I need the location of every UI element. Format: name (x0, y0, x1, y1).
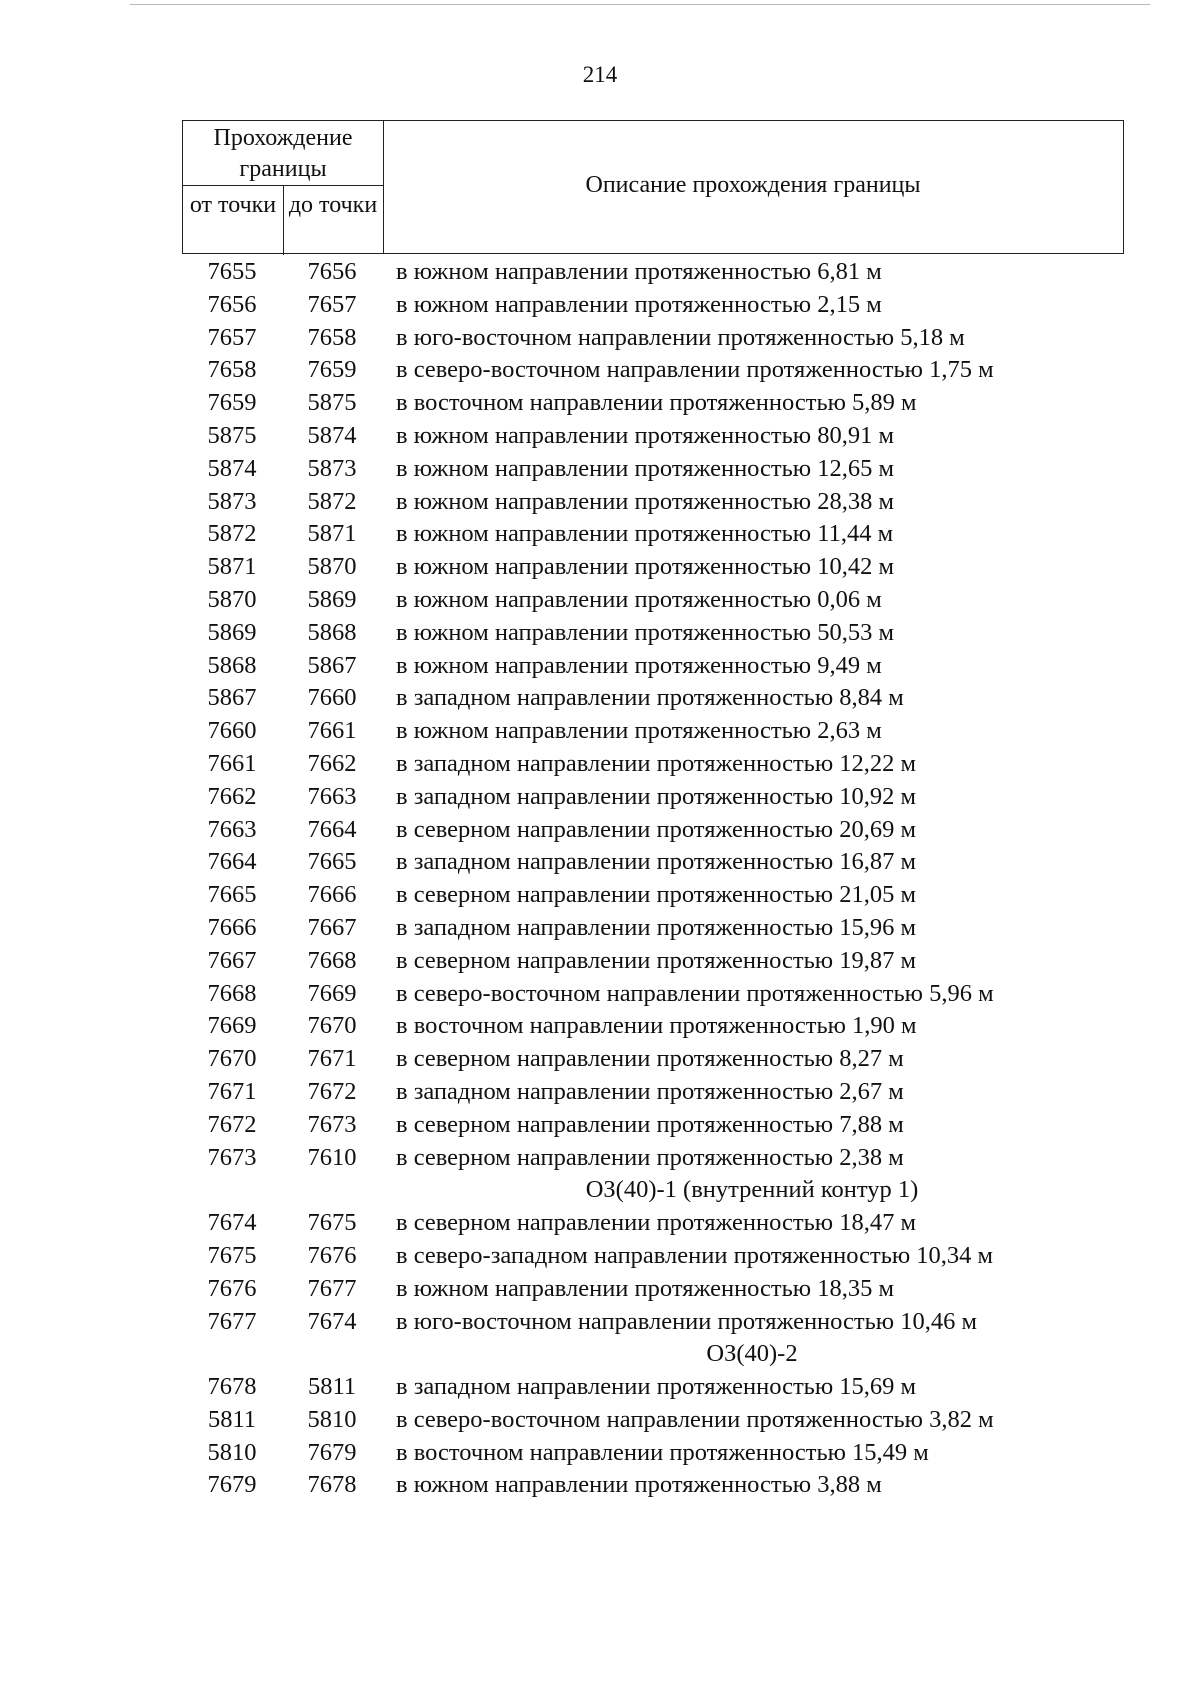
description-cell: в южном направлении протяженностью 2,15 м (396, 290, 882, 318)
description-cell: в северном направлении протяженностью 7,88 м (396, 1110, 904, 1138)
table-row (182, 1142, 1124, 1175)
from-point-cell: 7659 (207, 389, 257, 417)
description-cell: в южном направлении протяженностью 10,42 м (396, 553, 894, 581)
from-point-cell: 7668 (207, 979, 257, 1007)
table-row (182, 1404, 1124, 1437)
from-point-cell: 7665 (207, 881, 257, 909)
from-point-cell: 5867 (207, 684, 257, 712)
from-point-cell: 5872 (207, 520, 257, 548)
from-point-cell: 5870 (207, 585, 257, 613)
table-row (182, 453, 1124, 486)
description-cell: в северном направлении протяженностью 21,05 м (396, 881, 916, 909)
to-point-cell: 7665 (307, 848, 357, 876)
description-cell: в южном направлении протяженностью 28,38 м (396, 487, 894, 515)
from-point-cell: 7669 (207, 1012, 257, 1040)
table-row (182, 1469, 1124, 1502)
from-point-cell: 5869 (207, 618, 257, 646)
scan-top-edge-line (130, 4, 1150, 5)
from-point-cell: 7672 (207, 1110, 257, 1138)
from-point-cell: 5871 (207, 553, 257, 581)
from-point-cell: 7663 (207, 815, 257, 843)
description-cell: в южном направлении протяженностью 12,65 м (396, 454, 894, 482)
description-cell: в северном направлении протяженностью 19,87 м (396, 946, 916, 974)
table-row (182, 748, 1124, 781)
table-row (182, 289, 1124, 322)
table-row (182, 846, 1124, 879)
description-cell: в западном направлении протяженностью 10,92 м (396, 782, 917, 810)
to-point-cell: 5868 (307, 618, 357, 646)
table-row (182, 1109, 1124, 1142)
from-point-cell: 7658 (207, 356, 257, 384)
to-point-cell: 7662 (307, 749, 357, 777)
from-point-cell: 7657 (207, 323, 257, 351)
table-row (182, 322, 1124, 355)
to-point-cell: 5810 (307, 1405, 357, 1433)
table-row (182, 518, 1124, 551)
header-boundary-group: Прохождение границы (213, 125, 353, 182)
to-point-cell: 7674 (307, 1307, 357, 1335)
to-point-cell: 7668 (307, 946, 357, 974)
table-row (182, 781, 1124, 814)
from-point-cell: 5868 (207, 651, 257, 679)
description-cell: в северо-западном направлении протяженностью 10,34 м (396, 1241, 994, 1269)
from-point-cell: 7676 (207, 1274, 257, 1302)
from-point-cell: 7675 (207, 1241, 257, 1269)
to-point-cell: 5867 (307, 651, 357, 679)
description-cell: в западном направлении протяженностью 16,87 м (396, 848, 917, 876)
description-cell: в южном направлении протяженностью 11,44 м (396, 520, 894, 548)
description-cell: в западном направлении протяженностью 12,22 м (396, 749, 917, 777)
to-point-cell: 5872 (307, 487, 357, 515)
description-cell: в северо-восточном направлении протяженностью 1,75 м (396, 356, 994, 384)
to-point-cell: 5871 (307, 520, 357, 548)
header-to-point: до точки (288, 192, 378, 218)
description-cell: в южном направлении протяженностью 2,63 м (396, 717, 882, 745)
to-point-cell: 5869 (307, 585, 357, 613)
description-cell: в южном направлении протяженностью 6,81 м (396, 258, 882, 285)
description-cell: в юго-восточном направлении протяженностью 5,18 м (396, 323, 965, 351)
table-row (182, 1240, 1124, 1273)
to-point-cell: 7676 (307, 1241, 357, 1269)
to-point-cell: 7664 (307, 815, 357, 843)
table-row (182, 387, 1124, 420)
from-point-cell: 7656 (207, 290, 257, 318)
table-row (182, 1437, 1124, 1470)
table-row (182, 1207, 1124, 1240)
table-row (182, 1273, 1124, 1306)
from-point-cell: 5873 (207, 487, 257, 515)
description-cell: в южном направлении протяженностью 0,06 м (396, 585, 882, 613)
from-point-cell: 7670 (207, 1045, 257, 1073)
to-point-cell: 5811 (307, 1373, 357, 1401)
table-body (182, 256, 1124, 1502)
table-row (182, 1306, 1124, 1339)
header-from-point: от точки (189, 192, 277, 218)
description-cell: в южном направлении протяженностью 9,49 м (396, 651, 882, 679)
table-row (182, 715, 1124, 748)
section-title: ОЗ(40)-1 (внутренний контур 1) (585, 1176, 919, 1204)
description-cell: в западном направлении протяженностью 15,96 м (396, 913, 917, 941)
table-row (182, 486, 1124, 519)
table-row (182, 256, 1124, 289)
from-point-cell: 5874 (207, 454, 257, 482)
description-cell: в южном направлении протяженностью 18,35 м (396, 1274, 894, 1302)
to-point-cell: 7610 (307, 1143, 357, 1171)
table-row (182, 584, 1124, 617)
to-point-cell: 7659 (307, 356, 357, 384)
to-point-cell: 7673 (307, 1110, 357, 1138)
table-row (182, 650, 1124, 683)
from-point-cell: 5875 (207, 421, 257, 449)
description-cell: в южном направлении протяженностью 3,88 м (396, 1471, 882, 1499)
to-point-cell: 7661 (307, 717, 357, 745)
table-header (182, 120, 1124, 254)
to-point-cell: 7672 (307, 1077, 357, 1105)
description-cell: в южном направлении протяженностью 80,91 м (396, 421, 894, 449)
to-point-cell: 5874 (307, 421, 357, 449)
description-cell: в восточном направлении протяженностью 15,49 м (396, 1438, 929, 1466)
from-point-cell: 7671 (207, 1077, 257, 1105)
page-number: 214 (582, 62, 618, 87)
from-point-cell: 7662 (207, 782, 257, 810)
from-point-cell: 7679 (207, 1471, 257, 1499)
from-point-cell: 7660 (207, 717, 257, 745)
from-point-cell: 7674 (207, 1209, 257, 1237)
table-row (182, 978, 1124, 1011)
table-row (182, 1371, 1124, 1404)
to-point-cell: 7657 (307, 290, 357, 318)
from-point-cell: 7664 (207, 848, 257, 876)
table-row (182, 879, 1124, 912)
to-point-cell: 5875 (307, 389, 357, 417)
from-point-cell: 7678 (207, 1373, 257, 1401)
table-row (182, 1043, 1124, 1076)
from-point-cell: 5811 (207, 1405, 257, 1433)
description-cell: в северном направлении протяженностью 18,47 м (396, 1209, 916, 1237)
table-row (182, 617, 1124, 650)
to-point-cell: 7666 (307, 881, 357, 909)
from-point-cell: 7655 (207, 258, 257, 285)
to-point-cell: 7658 (307, 323, 357, 351)
to-point-cell: 5873 (307, 454, 357, 482)
to-point-cell: 7675 (307, 1209, 357, 1237)
to-point-cell: 7669 (307, 979, 357, 1007)
section-title: ОЗ(40)-2 (706, 1340, 798, 1368)
table-row (182, 551, 1124, 584)
description-cell: в южном направлении протяженностью 50,53 м (396, 618, 894, 646)
to-point-cell: 7679 (307, 1438, 357, 1466)
description-cell: в юго-восточном направлении протяженностью 10,46 м (396, 1307, 977, 1335)
section-title-row (182, 1338, 1124, 1371)
from-point-cell: 7677 (207, 1307, 257, 1335)
from-point-cell: 7673 (207, 1143, 257, 1171)
description-cell: в северном направлении протяженностью 20,69 м (396, 815, 916, 843)
to-point-cell: 7663 (307, 782, 357, 810)
to-point-cell: 7656 (307, 258, 357, 285)
to-point-cell: 7660 (307, 684, 357, 712)
header-description: Описание прохождения границы (585, 172, 921, 198)
section-title-row (182, 1174, 1124, 1207)
table-row (182, 945, 1124, 978)
description-cell: в восточном направлении протяженностью 1,90 м (396, 1012, 917, 1040)
description-cell: в восточном направлении протяженностью 5,89 м (396, 389, 917, 417)
to-point-cell: 7667 (307, 913, 357, 941)
table-row (182, 682, 1124, 715)
to-point-cell: 7677 (307, 1274, 357, 1302)
from-point-cell: 7666 (207, 913, 257, 941)
table-row (182, 814, 1124, 847)
table-row (182, 1076, 1124, 1109)
to-point-cell: 5870 (307, 553, 357, 581)
to-point-cell: 7671 (307, 1045, 357, 1073)
description-cell: в северо-восточном направлении протяженностью 5,96 м (396, 979, 994, 1007)
description-cell: в северо-восточном направлении протяженностью 3,82 м (396, 1405, 994, 1433)
table-row (182, 912, 1124, 945)
table-row (182, 420, 1124, 453)
to-point-cell: 7678 (307, 1471, 357, 1499)
description-cell: в западном направлении протяженностью 15,69 м (396, 1373, 917, 1401)
from-point-cell: 7661 (207, 749, 257, 777)
to-point-cell: 7670 (307, 1012, 357, 1040)
description-cell: в западном направлении протяженностью 2,67 м (396, 1077, 904, 1105)
table-row (182, 1010, 1124, 1043)
table-row (182, 354, 1124, 387)
from-point-cell: 5810 (207, 1438, 257, 1466)
description-cell: в северном направлении протяженностью 8,27 м (396, 1045, 904, 1073)
description-cell: в северном направлении протяженностью 2,38 м (396, 1143, 904, 1171)
description-cell: в западном направлении протяженностью 8,84 м (396, 684, 904, 712)
from-point-cell: 7667 (207, 946, 257, 974)
